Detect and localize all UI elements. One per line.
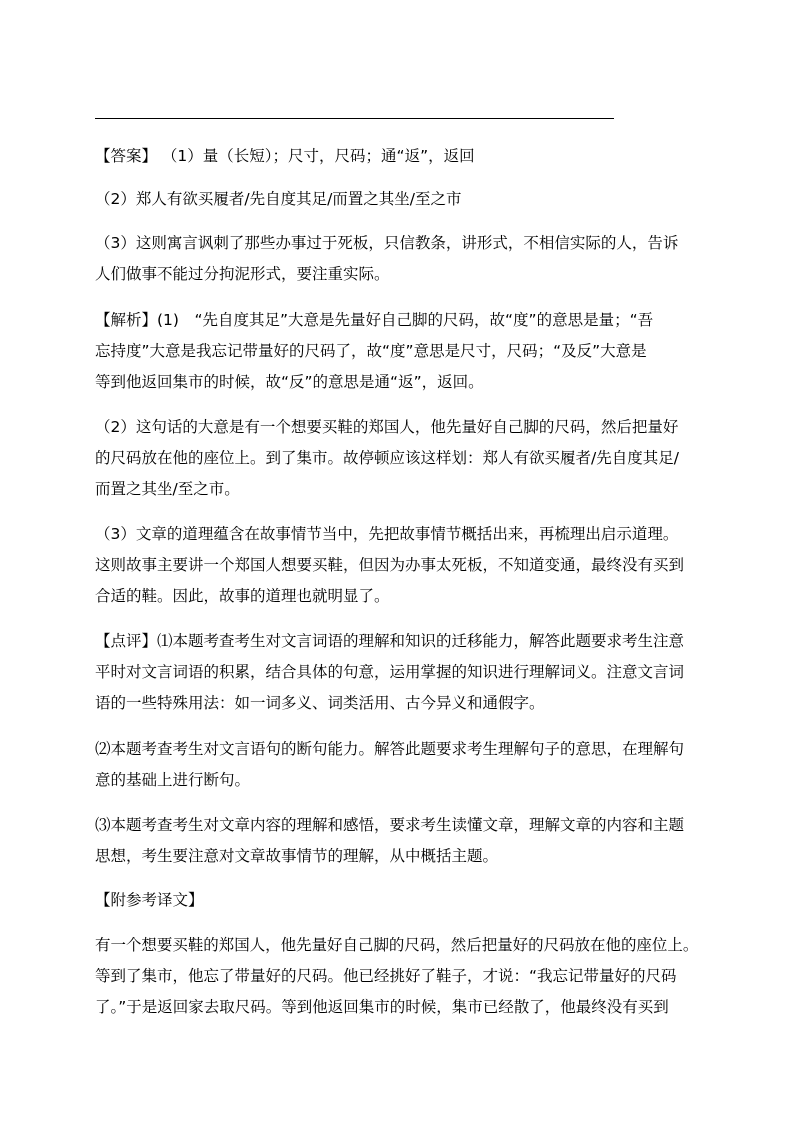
analysis-line-1a: 【解析】(1) “先自度其足”大意是先量好自己脚的尺码，故“度”的意思是量；“吾 xyxy=(95,311,654,329)
comment-line-3a: ⑶本题考查考生对文章内容的理解和感悟，要求考生读懂文章，理解文章的内容和主题 xyxy=(95,816,685,834)
comment-line-1a: 【点评】⑴本题考查考生对文言词语的理解和知识的迁移能力，解答此题要求考生注意 xyxy=(95,632,685,650)
comment-line-2a: ⑵本题考查考生对文言语句的断句能力。解答此题要求考生理解句子的意思，在理解句 xyxy=(95,740,685,758)
answer-line-1: 【答案】 （1）量（长短）；尺寸，尺码；通“返”，返回 xyxy=(95,147,475,165)
analysis-line-3a: （3）文章的道理蕴含在故事情节当中，先把故事情节概括出来，再梳理出启示道理。 xyxy=(95,525,679,543)
translation-line-3: 了。”于是返回家去取尺码。等到他返回集市的时候，集市已经散了，他最终没有买到 xyxy=(95,998,669,1016)
comment-line-2b: 意的基础上进行断句。 xyxy=(95,771,251,789)
analysis-line-2b: 的尺码放在他的座位上。到了集市。故停顿应该这样划：郑人有欲买履者/先自度其足/ xyxy=(95,449,679,467)
top-rule xyxy=(95,118,614,119)
analysis-line-1b: 忘持度”大意是我忘记带量好的尺码了，故“度”意思是尺寸，尺码；“及反”大意是 xyxy=(95,342,647,360)
comment-line-3b: 思想，考生要注意对文章故事情节的理解，从中概括主题。 xyxy=(95,847,499,865)
analysis-line-3b: 这则故事主要讲一个郑国人想要买鞋，但因为办事太死板，不知道变通，最终没有买到 xyxy=(95,556,685,574)
translation-line-2: 等到了集市，他忘了带量好的尺码。他已经挑好了鞋子，才说：“我忘记带量好的尺码 xyxy=(95,967,677,985)
analysis-line-3c: 合适的鞋。因此，故事的道理也就明显了。 xyxy=(95,587,390,605)
comment-line-1c: 语的一些特殊用法：如一词多义、词类活用、古今异义和通假字。 xyxy=(95,694,545,712)
answer-line-3b: 人们做事不能过分拘泥形式，要注重实际。 xyxy=(95,265,390,283)
answer-line-2: （2）郑人有欲买履者/先自度其足/而置之其坐/至之市 xyxy=(95,190,462,208)
analysis-line-1c: 等到他返回集市的时候，故“反”的意思是通“返”，返回。 xyxy=(95,373,484,391)
translation-heading: 【附参考译文】 xyxy=(95,891,204,909)
comment-line-1b: 平时对文言词语的积累，结合具体的句意，运用掌握的知识进行理解词义。注意文言词 xyxy=(95,663,685,681)
analysis-line-2a: （2）这句话的大意是有一个想要买鞋的郑国人，他先量好自己脚的尺码，然后把量好 xyxy=(95,418,679,436)
answer-line-3a: （3）这则寓言讽刺了那些办事过于死板，只信教条，讲形式，不相信实际的人，告诉 xyxy=(95,234,679,252)
translation-line-1: 有一个想要买鞋的郑国人，他先量好自己脚的尺码，然后把量好的尺码放在他的座位上。 xyxy=(95,936,699,954)
analysis-line-2c: 而置之其坐/至之市。 xyxy=(95,480,240,498)
